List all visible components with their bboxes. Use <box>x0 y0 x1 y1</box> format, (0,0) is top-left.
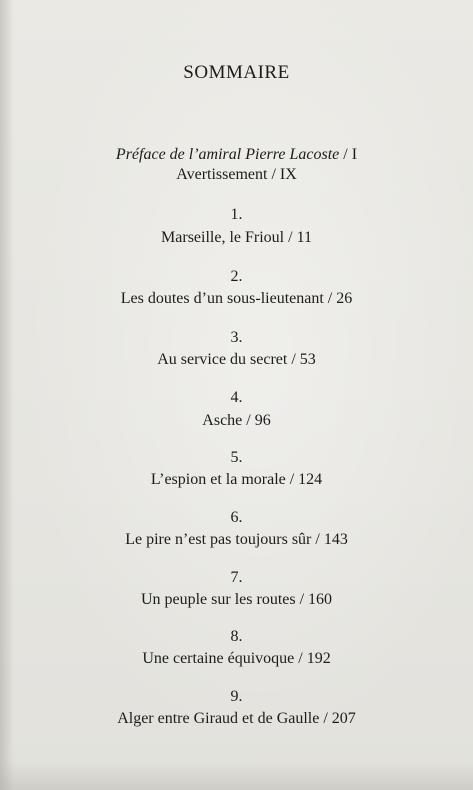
chapter-entry: Un peuple sur les routes / 160 <box>140 591 333 608</box>
chapter-number: 5. <box>230 449 243 466</box>
chapter-number: 6. <box>230 509 243 526</box>
chapter-number: 4. <box>230 389 243 406</box>
chapter-entry: Une certaine équivoque / 192 <box>142 650 331 667</box>
preface-title: Préface de l’amiral Pierre Lacoste <box>115 146 340 163</box>
chapter-entry: Le pire n’est pas toujours sûr / 143 <box>125 531 348 548</box>
chapter-number: 7. <box>230 569 243 586</box>
chapter-entry: Les doutes d’un sous-lieutenant / 26 <box>120 290 353 307</box>
page-title: SOMMAIRE <box>183 62 290 83</box>
chapter-number: 1. <box>230 206 243 223</box>
chapter-entry: L’espion et la morale / 124 <box>150 471 323 488</box>
preface-entry <box>0 146 473 164</box>
preface-page: / I <box>339 146 358 163</box>
chapter-entry: Asche / 96 <box>202 412 271 429</box>
page-bottom-shadow <box>0 760 473 790</box>
chapter-number: 3. <box>230 329 243 346</box>
chapter-number: 9. <box>230 688 243 705</box>
chapter-number: 8. <box>230 628 243 645</box>
avertissement-entry: Avertissement / IX <box>176 166 297 183</box>
chapter-entry: Au service du secret / 53 <box>157 351 316 368</box>
chapter-entry: Marseille, le Frioul / 11 <box>161 229 312 246</box>
chapter-number: 2. <box>230 268 243 285</box>
chapter-entry: Alger entre Giraud et de Gaulle / 207 <box>117 710 356 727</box>
